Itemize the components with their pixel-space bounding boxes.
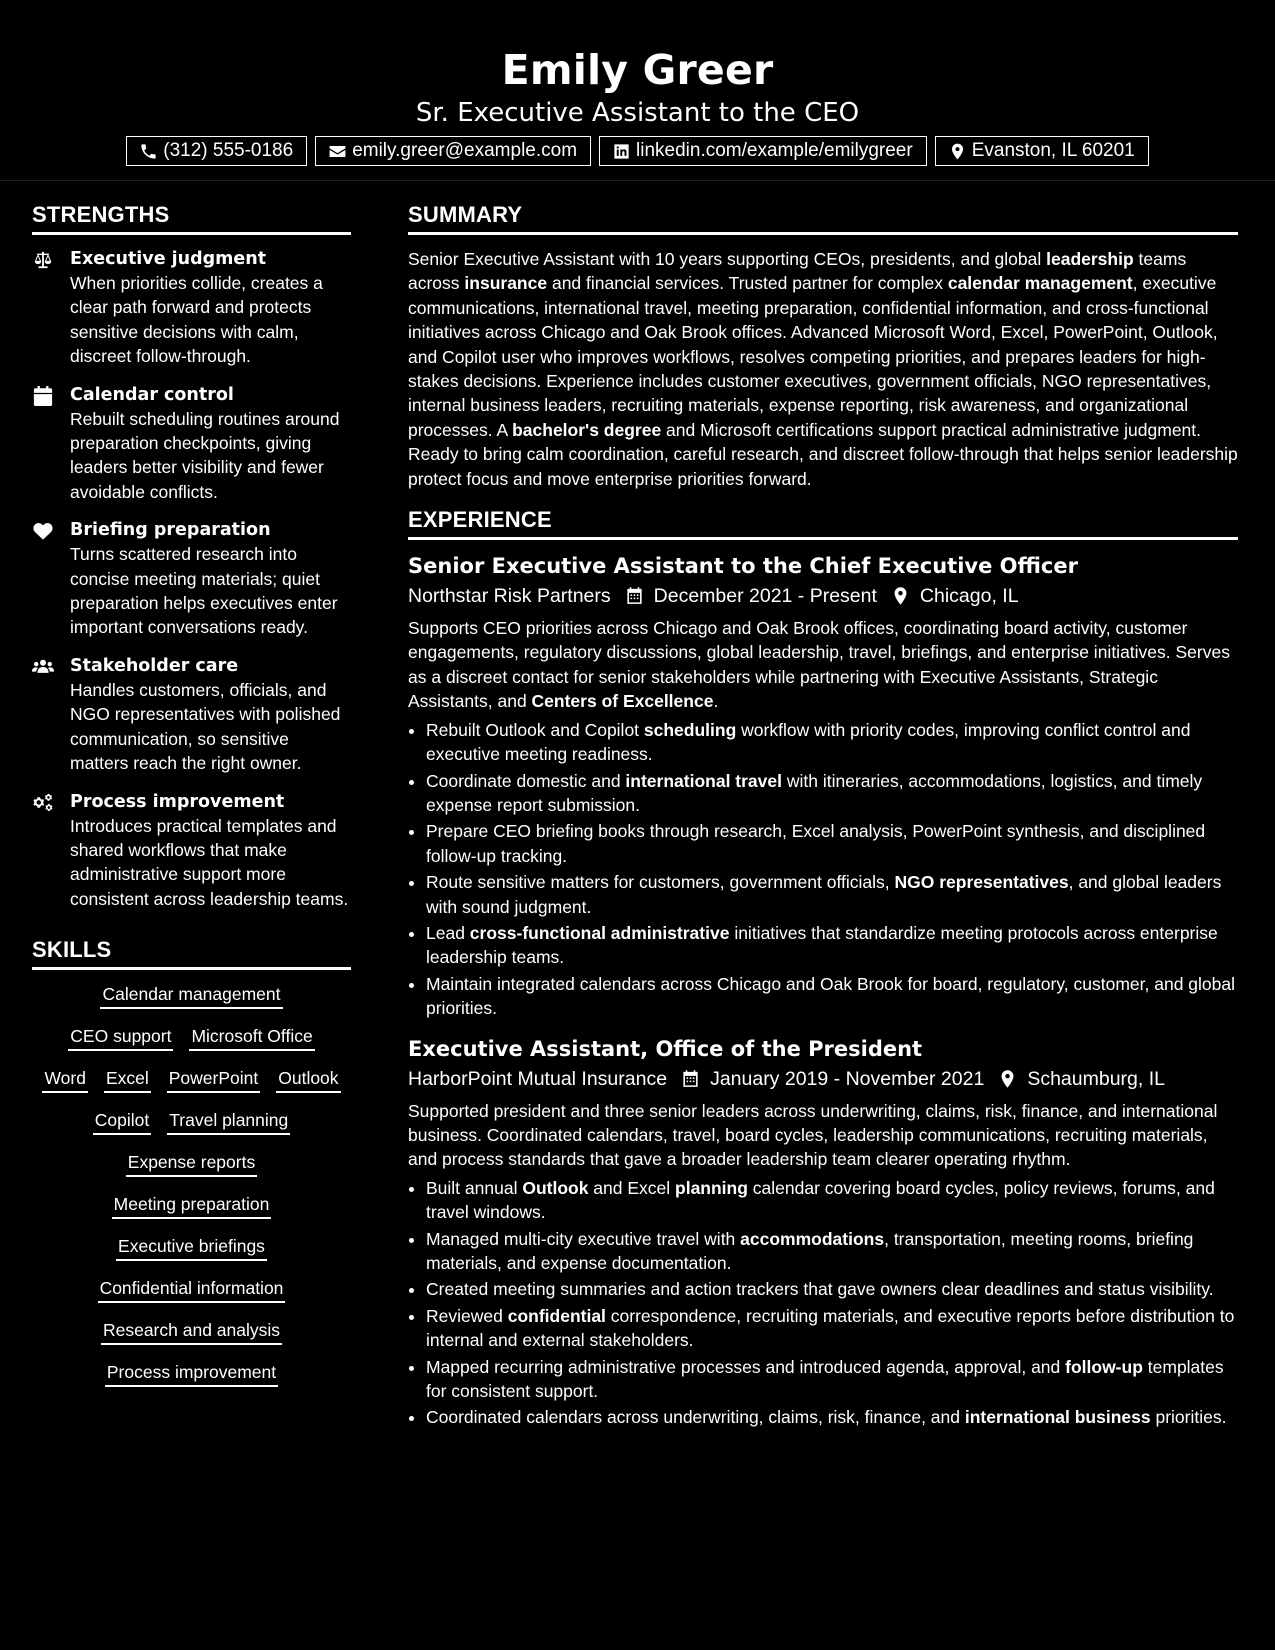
job-dates: December 2021 - Present [653,585,877,608]
skill-row [32,1318,351,1345]
bold-keyword: cross-functional administrative [469,922,730,943]
job-company: Northstar Risk Partners [408,585,611,608]
strength-title: Briefing preparation [70,520,271,541]
skill-tag: Meeting preparation [112,1192,272,1219]
skill-tag: Calendar management [100,982,282,1009]
summary-heading: SUMMARY [408,202,1238,235]
skill-tag: Executive briefings [116,1234,267,1261]
skill-row [32,1276,351,1303]
skill-tag: Research and analysis [101,1318,282,1345]
skill-tag: Confidential information [98,1276,286,1303]
email-text: emily.greer@example.com [352,140,578,161]
bold-keyword: Centers of Excellence [531,691,714,712]
job-bullet: • Coordinated calendars across underwriting, claims, risk, finance, and international business priorities. [426,1405,1238,1429]
strength-item [32,383,351,505]
skill-tag: Word [42,1066,88,1093]
skill-row [32,982,351,1009]
skill-row [32,1192,351,1219]
skill-row [32,1234,351,1261]
job-bullet: • Route sensitive matters for customers, government officials, NGO representatives, and global leaders with sound judgment. [426,870,1238,919]
job-bullet: • Lead cross-functional administrative initiatives that standardize meeting protocols across enterprise leadership teams. [426,921,1238,970]
strength-title: Calendar control [70,384,234,405]
contact-bar [0,136,1275,166]
strength-desc: When priorities collide, creates a clear path forward and protects sensitive decisions with calm, discreet follow-through. [70,273,323,367]
resume-header [0,0,1275,181]
bold-keyword: confidential [507,1305,606,1326]
linkedin-text: linkedin.com/example/emilygreer [636,140,913,161]
bold-keyword: NGO representatives [894,872,1069,893]
strength-item [32,654,351,776]
contact-email[interactable] [315,136,591,166]
skill-tag: PowerPoint [167,1066,261,1093]
skill-tag: Outlook [276,1066,340,1093]
job-bullets [408,1176,1238,1430]
job-location: Chicago, IL [919,585,1019,608]
job-bullet: • Managed multi-city executive travel with accommodations, transportation, meeting rooms, briefing materials, and expense documentation. [426,1227,1238,1276]
strength-item [32,790,351,912]
strengths-heading: STRENGTHS [32,202,351,235]
skill-row [32,1108,351,1135]
job-bullet: • Rebuilt Outlook and Copilot scheduling workflow with priority codes, improving conflict control and executive meeting readiness. [426,718,1238,767]
skill-row [32,1024,351,1051]
job-bullet: • Coordinate domestic and international travel with itineraries, accommodations, logistics, and timely expense report submission. [426,769,1238,818]
skills-section [32,937,351,1387]
strength-desc: Handles customers, officials, and NGO representatives with polished communication, so sensitive matters reach the right owner. [70,679,341,774]
job-bullet: • Mapped recurring administrative processes and introduced agenda, approval, and follow-up templates for consistent support. [426,1355,1238,1404]
bold-keyword: international business [964,1407,1151,1428]
job-bullet: • Prepare CEO briefing books through research, Excel analysis, PowerPoint synthesis, and disciplined follow-up tracking. [426,819,1238,868]
strength-title: Stakeholder care [70,655,239,676]
summary-text: Senior Executive Assistant with 10 years supporting CEOs, presidents, and global leadership teams across insurance and financial services. Trusted partner for complex calendar management, executive communications, international travel, meeting preparation, confidential information, and cross-functional initiatives across Chicago and Oak Brook offices. Advanced Microsoft Word, Excel, PowerPoint, Outlook, and Copilot user who improves workflows, resolves competing priorities, and prepares leaders for high-stakes decisions. Experience includes customer executives, government officials, NGO representatives, internal business leaders, recruiting materials, expense reporting, risk awareness, and organizational processes. A bachelor's degree and Microsoft certifications support practical administrative judgment. Ready to bring calm coordination, careful research, and discreet follow-through that helps senior leadership protect focus and move enterprise priorities forward. [408,249,1238,489]
skill-tag: Travel planning [167,1108,290,1135]
skills-heading: SKILLS [32,937,351,970]
contact-phone[interactable] [126,136,307,166]
bold-keyword: Outlook [522,1177,589,1198]
bold-keyword: insurance [464,273,548,294]
job-bullet: • Maintain integrated calendars across Chicago and Oak Brook for board, regulatory, customer, and global priorities. [426,972,1238,1021]
bold-keyword: follow-up [1065,1356,1143,1377]
bold-keyword: leadership [1046,249,1134,269]
skill-tag: CEO support [68,1024,173,1051]
strength-desc: Rebuilt scheduling routines around preparation checkpoints, giving leaders better visibility and fewer avoidable conflicts. [70,408,340,502]
job-bullet: • Built annual Outlook and Excel planning calendar covering board cycles, policy reviews, forums, and travel windows. [426,1176,1238,1225]
phone-icon [139,142,158,161]
linkedin-icon [612,142,631,161]
bold-keyword: international travel [625,770,782,791]
job-meta [408,582,1238,610]
bold-keyword: bachelor's degree [512,419,662,440]
users-icon [32,657,54,677]
strength-title: Executive judgment [70,249,267,269]
strength-item [32,247,351,369]
job-bullet: • Created meeting summaries and action trackers that gave owners clear deadlines and status visibility. [426,1277,1238,1301]
job-entry [408,1035,1238,1430]
left-column [32,202,351,1444]
candidate-name: Emily Greer [501,46,774,94]
skill-tag: Excel [104,1066,151,1093]
job-bullets [408,718,1238,1021]
skill-tag: Microsoft Office [189,1024,314,1051]
skill-row [32,1360,351,1387]
contact-linkedin[interactable] [599,136,927,166]
job-title: Executive Assistant, Office of the President [408,1036,923,1061]
heart-icon [32,521,54,541]
envelope-icon [328,142,347,161]
phone-text: (312) 555-0186 [163,140,294,161]
job-description: Supported president and three senior leaders across underwriting, claims, risk, finance, and international business. Coordinated calendars, travel, board cycles, leadership communications, recruiting materials, and process standards that gave a broader leadership team clearer operating rhythm. [408,1100,1218,1170]
strength-title: Process improvement [70,791,285,812]
strength-desc: Turns scattered research into concise meeting materials; quiet preparation helps executives enter important conversations ready. [70,544,338,638]
job-description: Supports CEO priorities across Chicago and Oak Brook offices, coordinating board activity, customer engagements, regulatory discussions, global leadership, travel, briefings, and enterprise initiatives. Serves as a discreet contact for senior stakeholders while partnering with Executive Assistants, Strategic Assistants, and Centers of Excellence. [408,618,1230,712]
job-location: Schaumburg, IL [1027,1067,1165,1090]
experience-heading: EXPERIENCE [408,507,1238,540]
skill-row [32,1150,351,1177]
calendar-icon [681,1069,700,1089]
gears-icon [32,793,54,813]
resume-body [0,202,1275,1444]
skill-tag: Process improvement [105,1360,278,1387]
skill-tag: Copilot [93,1108,151,1135]
map-marker-icon [998,1069,1017,1089]
map-marker-icon [948,142,967,161]
bold-keyword: accommodations [740,1228,885,1249]
job-dates: January 2019 - November 2021 [710,1067,985,1090]
candidate-title: Sr. Executive Assistant to the CEO [415,98,860,128]
job-bullet: • Reviewed confidential correspondence, recruiting materials, and executive reports before distribution to internal and external stakeholders. [426,1304,1238,1353]
right-column [408,202,1238,1444]
calendar-icon [32,386,54,406]
strength-item [32,518,351,640]
contact-location[interactable] [935,136,1149,166]
job-meta [408,1065,1238,1093]
calendar-icon [625,586,644,606]
bold-keyword: calendar management [947,273,1133,294]
bold-keyword: scheduling [643,719,737,740]
job-title: Senior Executive Assistant to the Chief Executive Officer [408,554,1078,579]
location-text: Evanston, IL 60201 [971,140,1135,161]
job-entry [408,552,1238,1021]
map-marker-icon [891,586,910,606]
skill-tag: Expense reports [126,1150,257,1177]
bold-keyword: planning [675,1177,748,1198]
skill-row [32,1066,351,1093]
job-company: HarborPoint Mutual Insurance [408,1067,668,1090]
balance-scale-icon [32,250,54,270]
strength-desc: Introduces practical templates and shared workflows that make administrative support more consistent across leadership teams. [70,815,349,909]
